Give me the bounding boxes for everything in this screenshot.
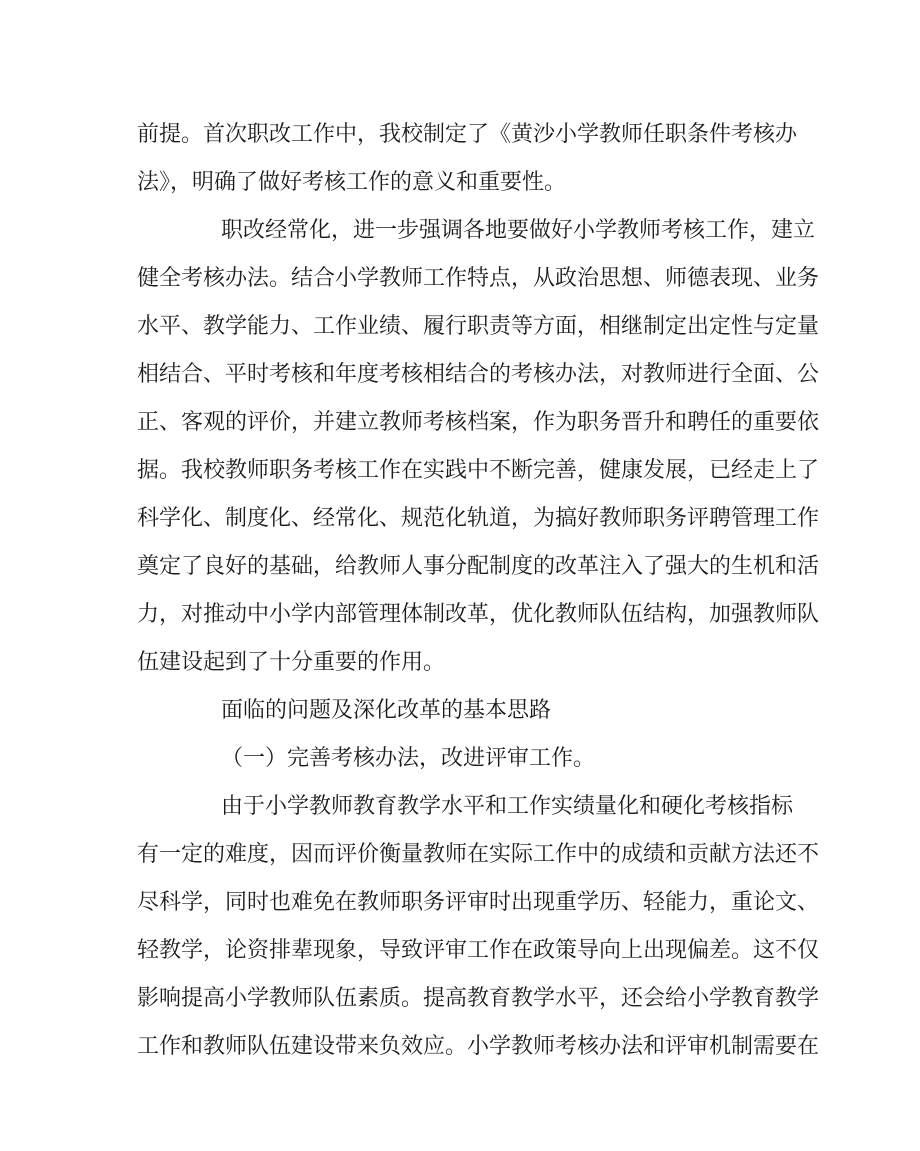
text-line-12: 伍建设起到了十分重要的作用。	[137, 650, 446, 675]
text-line-18: 轻教学，论资排辈现象，导致评审工作在政策导向上出现偏差。这不仅	[137, 938, 820, 963]
text-line-5: 水平、教学能力、工作业绩、履行职责等方面，相继制定出定性与定量	[137, 314, 820, 339]
text-line-2: 法》，明确了做好考核工作的意义和重要性。	[137, 170, 567, 195]
text-line-11: 力，对推动中小学内部管理体制改革，优化教师队伍结构，加强教师队	[137, 602, 820, 627]
text-line-8: 据。我校教师职务考核工作在实践中不断完善，健康发展，已经走上了	[137, 458, 820, 483]
text-line-4: 健全考核办法。结合小学教师工作特点，从政治思想、师德表现、业务	[137, 266, 820, 291]
text-line-3: 职改经常化，进一步强调各地要做好小学教师考核工作，建立	[221, 218, 816, 243]
text-line-16: 有一定的难度，因而评价衡量教师在实际工作中的成绩和贡献方法还不	[137, 842, 820, 867]
text-line-19: 影响提高小学教师队伍素质。提高教育教学水平，还会给小学教育教学	[137, 986, 820, 1011]
text-line-9: 科学化、制度化、经常化、规范化轨道，为搞好教师职务评聘管理工作	[137, 506, 820, 531]
text-line-6: 相结合、平时考核和年度考核相结合的考核办法，对教师进行全面、公	[137, 362, 820, 387]
text-line-17: 尽科学，同时也难免在教师职务评审时出现重学历、轻能力，重论文、	[137, 890, 820, 915]
text-line-20: 工作和教师队伍建设带来负效应。小学教师考核办法和评审机制需要在	[137, 1034, 820, 1059]
text-line-1: 前提。首次职改工作中，我校制定了《黄沙小学教师任职条件考核办	[137, 122, 798, 147]
subsection-heading: （一）完善考核办法，改进评审工作。	[221, 746, 596, 771]
section-heading: 面临的问题及深化改革的基本思路	[221, 698, 552, 723]
text-line-10: 奠定了良好的基础，给教师人事分配制度的改革注入了强大的生机和活	[137, 554, 820, 579]
text-line-7: 正、客观的评价，并建立教师考核档案，作为职务晋升和聘任的重要依	[137, 410, 820, 435]
text-line-15: 由于小学教师教育教学水平和工作实绩量化和硬化考核指标	[221, 794, 794, 819]
